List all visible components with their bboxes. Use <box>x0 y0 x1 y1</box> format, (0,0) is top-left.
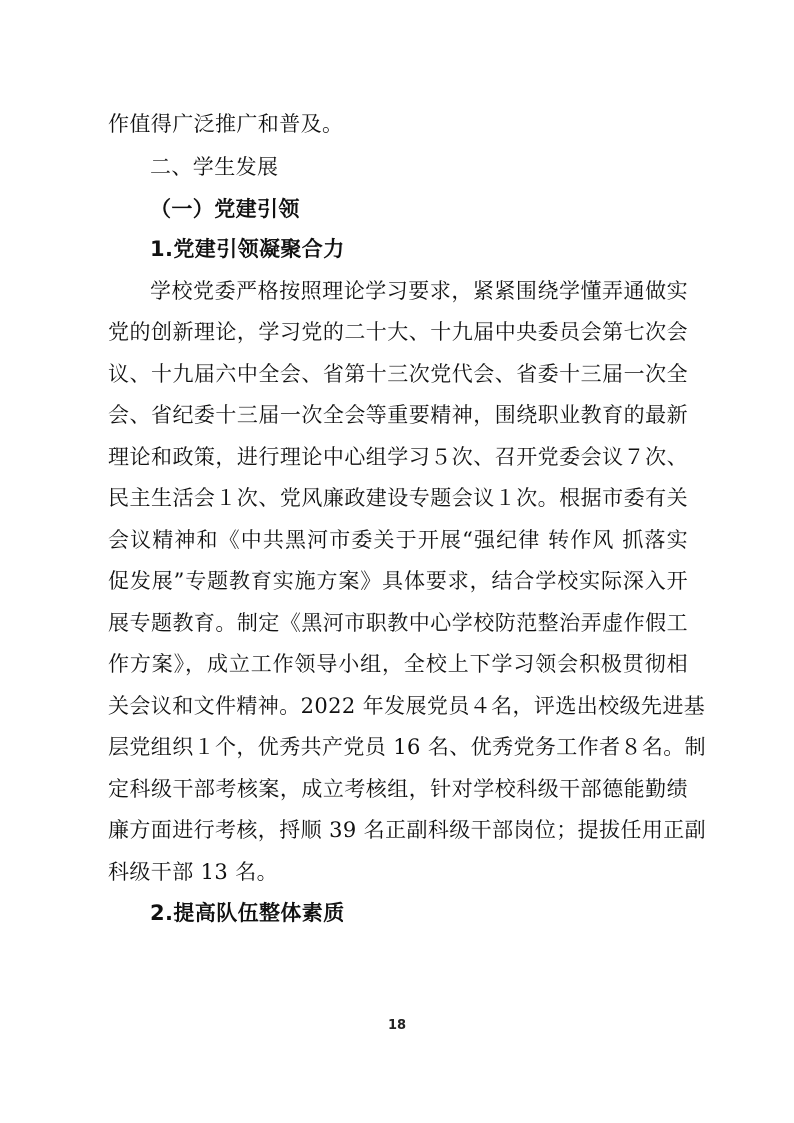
paragraph-line: 民主生活会１次、党风廉政建设专题会议１次。根据市委有关 <box>108 486 688 510</box>
paragraph-line: 展专题教育。制定《黑河市职教中心学校防范整治弄虚作假工 <box>108 611 688 635</box>
page-number: 18 <box>387 1018 407 1033</box>
item2-heading: 2.提高队伍整体素质 <box>150 901 345 925</box>
paragraph-line: 学校党委严格按照理论学习要求，紧紧围绕学懂弄通做实 <box>150 279 688 303</box>
paragraph-line: 党的创新理论，学习党的二十大、十九届中央委员会第七次会 <box>108 320 688 344</box>
paragraph-line: 关会议和文件精神。2022 年发展党员４名，评选出校级先进基 <box>108 694 706 718</box>
intro-line: 作值得广泛推广和普及。 <box>108 112 344 136</box>
paragraph-line: 廉方面进行考核，捋顺 39 名正副科级干部岗位；提拔任用正副 <box>108 818 707 842</box>
paragraph-line: 理论和政策，进行理论中心组学习５次、召开党委会议７次、 <box>108 445 688 469</box>
paragraph-line: 定科级干部考核案，成立考核组，针对学校科级干部德能勤绩 <box>108 777 688 801</box>
item1-heading: 1.党建引领凝聚合力 <box>150 237 345 261</box>
paragraph-line: 议、十九届六中全会、省第十三次党代会、省委十三届一次全 <box>108 362 688 386</box>
paragraph-line: 科级干部 13 名。 <box>108 860 279 884</box>
paragraph-line: 作方案》，成立工作领导小组，全校上下学习领会积极贯彻相 <box>108 652 688 676</box>
subsection-heading: （一）党建引领 <box>150 197 300 221</box>
paragraph-line: 会议精神和《中共黑河市委关于开展“强纪律 转作风 抓落实 <box>108 528 688 552</box>
paragraph-line: 促发展”专题教育实施方案》具体要求，结合学校实际深入开 <box>108 569 688 593</box>
paragraph-line: 层党组织１个，优秀共产党员 16 名、优秀党务工作者８名。制 <box>108 735 707 759</box>
paragraph-line: 会、省纪委十三届一次全会等重要精神，围绕职业教育的最新 <box>108 403 688 427</box>
section-heading: 二、学生发展 <box>150 155 279 179</box>
